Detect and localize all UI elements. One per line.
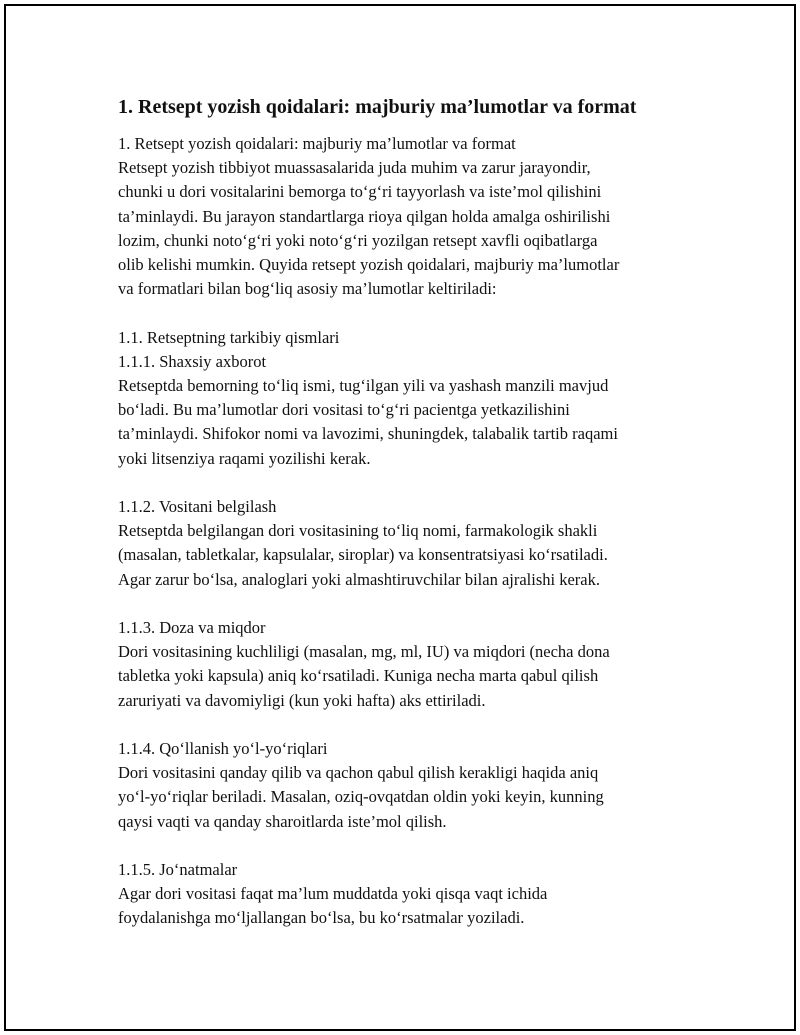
section-usage-instructions [118,737,698,834]
text-line: tabletka yoki kapsula) aniq ko‘rsatiladi. Kuniga necha marta qabul qilish [118,666,599,686]
subsection-title: 1.1.2. Vositani belgilash [118,497,277,517]
text-line: yoki litsenziya raqami yozilishi kerak. [118,448,371,468]
text-line: Agar dori vositasi faqat ma’lum muddatda yoki qisqa vaqt ichida [118,884,548,904]
section-dose-quantity [118,616,698,713]
section-drug-designation [118,495,698,592]
section-title: 1.1. Retseptning tarkibiy qismlari [118,327,340,347]
text-line: qaysi vaqti va qanday sharoitlarda iste’mol qilish. [118,811,447,831]
text-line: chunki u dori vositalarini bemorga to‘g‘ri tayyorlash va iste’mol qilishini [118,182,602,202]
subsection-title: 1.1.5. Jo‘natmalar [118,860,238,880]
text-line: Retseptda belgilangan dori vositasining to‘liq nomi, farmakologik shakli [118,521,598,541]
text-line: 1. Retsept yozish qoidalari: majburiy ma’lumotlar va format [118,134,516,153]
text-line: foydalanishga mo‘ljallangan bo‘lsa, bu ko‘rsatmalar yoziladi. [118,908,525,928]
text-line: Retsept yozish tibbiyot muassasalarida juda muhim va zarur jarayondir, [118,158,591,178]
text-line: (masalan, tabletkalar, kapsulalar, siroplar) va konsentratsiyasi ko‘rsatiladi. [118,545,608,565]
text-line: Dori vositasini qanday qilib va qachon qabul qilish kerakligi haqida aniq [118,763,599,783]
subsection-title: 1.1.3. Doza va miqdor [118,618,266,638]
text-line: va formatlari bilan bog‘liq asosiy ma’lumotlar keltiriladi: [118,279,497,299]
text-line: ta’minlaydi. Bu jarayon standartlarga rioya qilgan holda amalga oshirilishi [118,206,611,226]
text-line: olib kelishi mumkin. Quyida retsept yozish qoidalari, majburiy ma’lumotlar [118,255,620,275]
text-line: Agar zarur bo‘lsa, analoglari yoki almashtiruvchilar bilan ajralishi kerak. [118,569,600,589]
text-line: yo‘l-yo‘riqlar beriladi. Masalan, oziq-ovqatdan oldin yoki keyin, kunning [118,787,604,807]
document-body [118,95,698,955]
section-personal-info [118,326,698,471]
intro-paragraph [118,132,698,301]
text-line: bo‘ladi. Bu ma’lumotlar dori vositasi to‘g‘ri pacientga yetkazilishini [118,400,570,420]
text-line: Dori vositasining kuchliligi (masalan, mg, ml, IU) va miqdori (necha dona [118,642,610,662]
text-line: zaruriyati va davomiyligi (kun yoki hafta) aks ettiriladi. [118,690,486,710]
text-line: lozim, chunki noto‘g‘ri yoki noto‘g‘ri yozilgan retsept xavfli oqibatlarga [118,230,598,250]
subsection-title: 1.1.4. Qo‘llanish yo‘l-yo‘riqlari [118,739,328,759]
text-line: Retseptda bemorning to‘liq ismi, tug‘ilgan yili va yashash manzili mavjud [118,376,609,396]
subsection-title: 1.1.1. Shaxsiy axborot [118,351,267,371]
section-dispatches [118,858,698,931]
document-heading: 1. Retsept yozish qoidalari: majburiy ma’lumotlar va format [118,96,637,118]
text-line: ta’minlaydi. Shifokor nomi va lavozimi, shuningdek, talabalik tartib raqami [118,424,618,444]
